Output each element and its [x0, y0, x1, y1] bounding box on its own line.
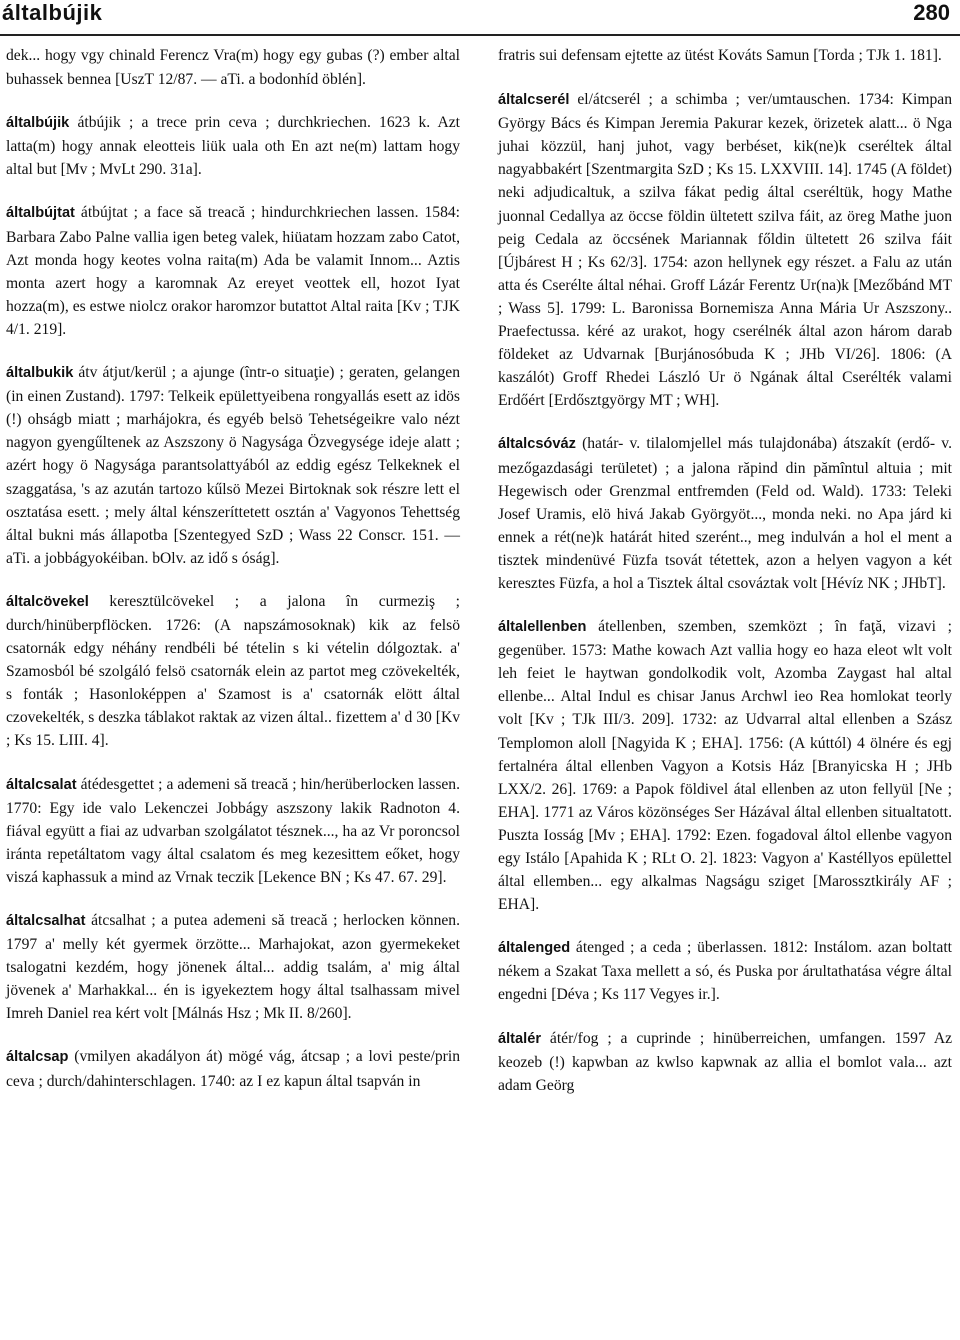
- dictionary-entry: [498, 88, 952, 412]
- entry-text: átcsalhat ; a putea ademeni să treacă ; herlocken können. 1797 a' melly két gyermek örzötte... Marhajokat, azon gyermekeket tsalogatni kezdém, hogy jönenek által... addig tsalám, a' mig által jövenek a' Marhakkal... én is igyekeztem hogy által tsalhassam mivel Imreh Daniel rea kért volt [Málnás Hsz ; Mk II. 8/260].: [6, 912, 460, 1023]
- entry-headword: általcsalhat: [6, 913, 86, 929]
- entry-text: átellenben, szemben, szemközt ; în faţă, vizavi ; gegenüber. 1573: Mathe kowach Azt vallia hogy eo haza eleot wlt volt leh feiet le haytwan gondolkodik volt, Azomba Zaygast hal altal ellenbe... Altal Indul es chisar Janus Archwl ieo Rea homlokat teorly volt [Kv ; TJk III/3. 209]. 1732: az Udvarral altal ellenben a Szász Templomon aloll [Nagyida K ; EHA]. 1756: (A kúttól) 4 ölnére és egj fertalnéra által ellenben Vagyon a Kotsis Ház [Branyicska H ; JHb LXX/2. 26]. 1769: a Papok földivel átal ellenben az uton fellyül [Ne ; EHA]. 1771 az Város közönséges Ser Házával által ellenben situaltatott. Puszta Iosság [Mv ; EHA]. 1792: Ezen. fogadoval áltol ellenbe vagyon egy Istálo [Apahida K ; RLt O. 2]. 1823: Vagyon a' Kastéllyos epülettel által ellemben... egy alkalmas Nagságu sziget [Marossztkirály AF ; EHA].: [498, 618, 952, 914]
- entry-text: el/átcserél ; a schimba ; ver/umtauschen. 1734: Kimpan György Bács és Kimpan Jeremia Pakurar kezek, örizetek alatt... ö Nga juhai közzül, hanj juhot, vagy berbéset, kik(ne)k cseréltek által nagyabbakért [Szentmargita SzD ; Ks 15. LXXVIII. 14]. 1745 (A földet) neki adjudicaltuk, a szilva fákat pedig által cseréltük, hogy Mathe juonnal Cedallya az öccse földin ültetett szilva fáit, az öreg Mathe juon peig Cedala az öccsének Mariannak főldin ültetett 26 szilva fáit [Újbárest H ; Ks 62/3]. 1754: azon hellynek egy részet. a Falu az után atta és Cserélte által néhai. Groff Lázár Ferentz Ur(na)k [Mezőbánd MT ; Wass 5]. 1799: L. Baronissa Bornemisza Anna Mária Ur Aszszony.. Praefectussa. kéré az urakot, hogy cserélnék által azon három darab földeket az Udvarnak [Burjánosóbuda K ; JHb VI/26]. 1806: (A kaszálót) Groff Rhedei László Ur ö Ngának által Cserélték valami Erdőért [Erdősztgyörgy MT ; WH].: [498, 91, 952, 410]
- page-number: 280: [913, 0, 950, 25]
- entry-headword: általbújtat: [6, 205, 75, 222]
- dictionary-entry: [6, 590, 460, 753]
- entry-headword: általér: [498, 1030, 541, 1047]
- entry-text: átbújtat ; a face să treacă ; hindurchkriechen lassen. 1584: Barbara Zabo Palne vallia igen beteg valek, hiüatam hozzam zabo Catot, Azt monda hogy keotes volna raita(m) Ada be valamit Innom... Aztis monta azert hogy a karomnak Az ereyet veottek ell, hozot Iyat hozza(m), es estwe niolcz orakor haromzor butattot Altal raita [Kv ; TJK 4/1. 219].: [6, 204, 460, 338]
- dictionary-entry: [6, 111, 460, 181]
- dictionary-entry: [6, 1045, 460, 1092]
- dictionary-entry: [6, 773, 460, 889]
- dictionary-entry: [498, 936, 952, 1006]
- running-header: [0, 0, 960, 36]
- entry-text: átbújik ; a trece prin ceva ; durchkriechen. 1623 k. Azt latta(m) hogy annak eleotteis liük uala oth En azt ne(m) lattam hogy altal but [Mv ; MvLt 290. 31a].: [6, 114, 461, 179]
- entry-text: átédesgettet ; a ademeni să treacă ; hin/herüberlocken lassen. 1770: Egy ide valo Lekenczei Jobbágy aszszony lakik Radnoton 4. fiával együtt a fiai az udvarban szolgálatot tésznek..., ha az Vr poroncsol iránta repetáltatom vagy által csalatom és meg kezesittem eőket, hogy viszá kaphassuk a mind az Vrnak teczik [Lekence BN ; Ks 47. 67. 29].: [6, 775, 461, 886]
- entry-headword: általcövekel: [6, 593, 89, 610]
- dictionary-entry: [6, 44, 460, 91]
- right-column: [498, 44, 952, 1117]
- dictionary-entry: [498, 44, 952, 68]
- entry-text: átv átjut/kerül ; a ajunge (într-o situaţie) ; geraten, gelangen (in einen Zustand). 1797: Telkeik epülettyeibena rongyallás esett az idös (!) ohságb miatt ; marhájokra, és egyéb belsö Tehetségeikre valo nézt nagyon gyengűltenek az Aszszony ö Nagysága Özvegysége ideje alatt ; azért hogy ö Nagysága parantsolattyából az eddig egész Telkeknek el szaggatása, 's az azután tartozo kűlsö Mezei Birtoknak sok részre lett el osztatása esett. ; mely által kénszeríttetett osztán a' Vagyonos Tehettség által bukni más állapotba [Szentegyed SzD ; Wass 22 Conscr. 151. — aTi. a jobbágyokéiban. bOlv. az idő s óság].: [6, 364, 460, 567]
- running-head-word: általbújik: [2, 0, 103, 25]
- dictionary-entry: [6, 201, 460, 341]
- entry-headword: általbukik: [6, 365, 74, 382]
- dictionary-entry: [6, 361, 460, 570]
- entry-text: fratris sui defensam ejtette az ütést Kováts Samun [Torda ; TJk 1. 181].: [498, 47, 942, 64]
- dictionary-entry: [498, 615, 952, 916]
- left-column: [6, 44, 460, 1113]
- dictionary-entry: [498, 432, 952, 595]
- entry-text: keresztülcövekel ; a jalona în curmeziş ; durch/hinüberpflöcken. 1726: (A napszámosoknak) kik az felsö csatornák edgy néhány rendbéli bé tételin s ki vételin dólgoztak. a' Szamosból bé szolgáló felsö csatornák elein az partot meg czövekelték, s fonták ; Hasonloképpen a' Szamost is a' csatornák elött által czovekelték, s deszka táblakot raktak az vizen által.. fizettem a' d 30 [Kv ; Ks 15. LIII. 4].: [6, 592, 460, 750]
- entry-headword: általcsap: [6, 1049, 69, 1066]
- entry-headword: általbújik: [6, 115, 70, 132]
- dictionary-entry: [498, 1027, 952, 1097]
- dictionary-entry: [6, 909, 460, 1025]
- entry-headword: általellenben: [498, 619, 587, 636]
- entry-headword: általcsóváz: [498, 436, 576, 453]
- entry-text: dek... hogy vgy chinald Ferencz Vra(m) hogy egy gubas (?) ember altal buhassek bennea [UszT 12/87. — aTi. a bodonhíd öblén].: [6, 47, 460, 89]
- entry-text: átér/fog ; a cuprinde ; hinüberreichen, umfangen. 1597 Az keozeb (!) kapwban az kwlso kapwnak az allia el bomlot vala... azt adam Geörg: [498, 1029, 952, 1094]
- entry-headword: általenged: [498, 940, 571, 957]
- entry-headword: általcsalat: [6, 776, 77, 793]
- entry-text: (határ- v. tilalomjellel más tulajdonába) átszakít (erdő- v. mezőgazdasági területet) ; a jalona răpind din pămîntul altuia ; mit Hegewisch oder Grenzmal entfremden (Feld od. Wald). 1733: Teleki Josef Uramis, elö hivá Jakab Györgyöt..., monda neki. no Apa járd ki ennek a rét(ne)k határát hited szerént.., meg indulván a hol el ment a tisztek mindenüvé Füzfa tsovát tétettek, azon a helyen vagyon a két keresztes Füzfa, a hol a Tisztek által csováztak volt [Hévíz NK ; JHbT].: [498, 435, 952, 592]
- entry-text: átenged ; a ceda ; überlassen. 1812: Instálom. azan boltatt nékem a Szakat Taxa mellett a só, és Puska por árultathatása végre által engedni [Déva ; Ks 117 Vegyes ir.].: [498, 939, 952, 1004]
- entry-headword: általcserél: [498, 92, 570, 109]
- entry-text: (vmilyen akadályon át) mögé vág, átcsap ; a lovi peste/prin ceva ; durch/dahinterschlagen. 1740: az I ez kapun által tsapván in: [6, 1048, 461, 1090]
